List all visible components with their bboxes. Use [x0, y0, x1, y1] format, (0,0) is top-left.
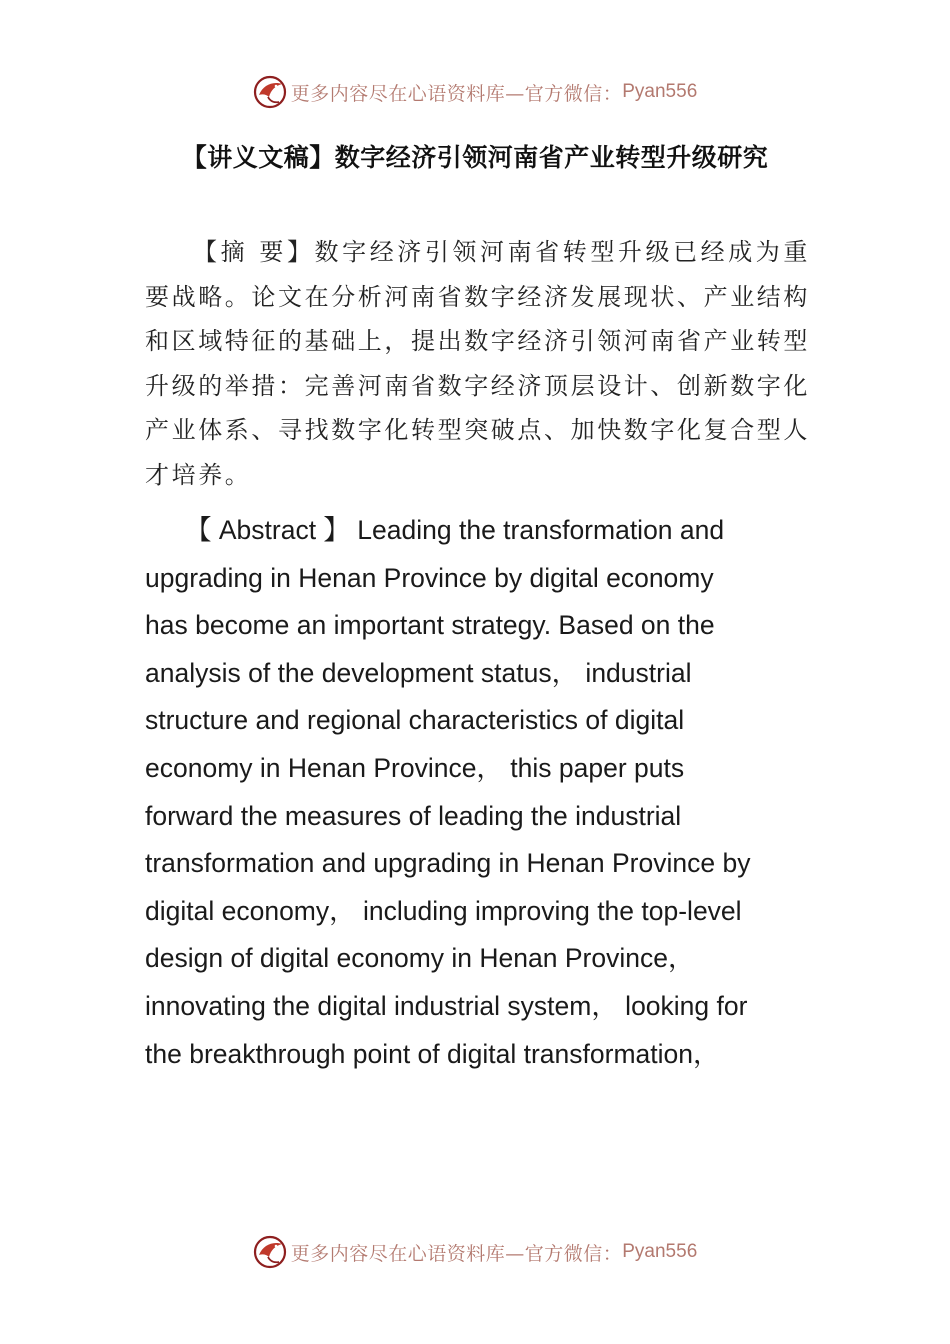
abstract-english-line: analysis of the development status， industrial: [145, 657, 692, 688]
watermark-header: [0, 72, 950, 112]
abstract-chinese: 【摘 要】数字经济引领河南省转型升级已经成为重要战略。论文在分析河南省数字经济发展现状、产业结构和区域特征的基础上，提出数字经济引领河南省产业转型升级的举措：完善河南省数字经济顶层设计、创新数字化产业体系、寻找数字化转型突破点、加快数字化复合型人才培养。: [145, 238, 810, 489]
abstract-english-line: economy in Henan Province， this paper puts: [145, 752, 685, 783]
abstract-english-line: 【 Abstract 】 Leading the transformation and: [185, 515, 725, 545]
watermark-footer: [0, 1232, 950, 1272]
bird-logo-icon: [253, 1235, 287, 1269]
abstract-english-line: innovating the digital industrial system， looking for: [145, 990, 748, 1021]
abstract-english-line: upgrading in Henan Province by digital economy: [145, 562, 714, 593]
abstract-english: [145, 507, 810, 1078]
watermark-wechat-id: Pyan556: [622, 1241, 698, 1262]
abstract-english-line: the breakthrough point of digital transformation，: [145, 1038, 720, 1069]
abstract-english-line: structure and regional characteristics of digital: [145, 705, 685, 736]
abstract-english-line: digital economy， including improving the top-level: [145, 895, 742, 926]
watermark-text: 更多内容尽在心语资料库—官方微信：: [290, 1242, 623, 1265]
abstract-english-line: forward the measures of leading the industrial: [145, 800, 682, 831]
abstract-english-line: design of digital economy in Henan Province，: [145, 943, 695, 974]
abstract-english-line: has become an important strategy. Based on the: [145, 610, 715, 641]
document-title: 【讲义文稿】数字经济引领河南省产业转型升级研究: [181, 143, 769, 172]
watermark-text: 更多内容尽在心语资料库—官方微信：: [290, 82, 623, 105]
bird-logo-icon: [253, 75, 287, 109]
watermark-wechat-id: Pyan556: [622, 81, 698, 102]
abstract-english-line: transformation and upgrading in Henan Province by: [145, 848, 751, 879]
